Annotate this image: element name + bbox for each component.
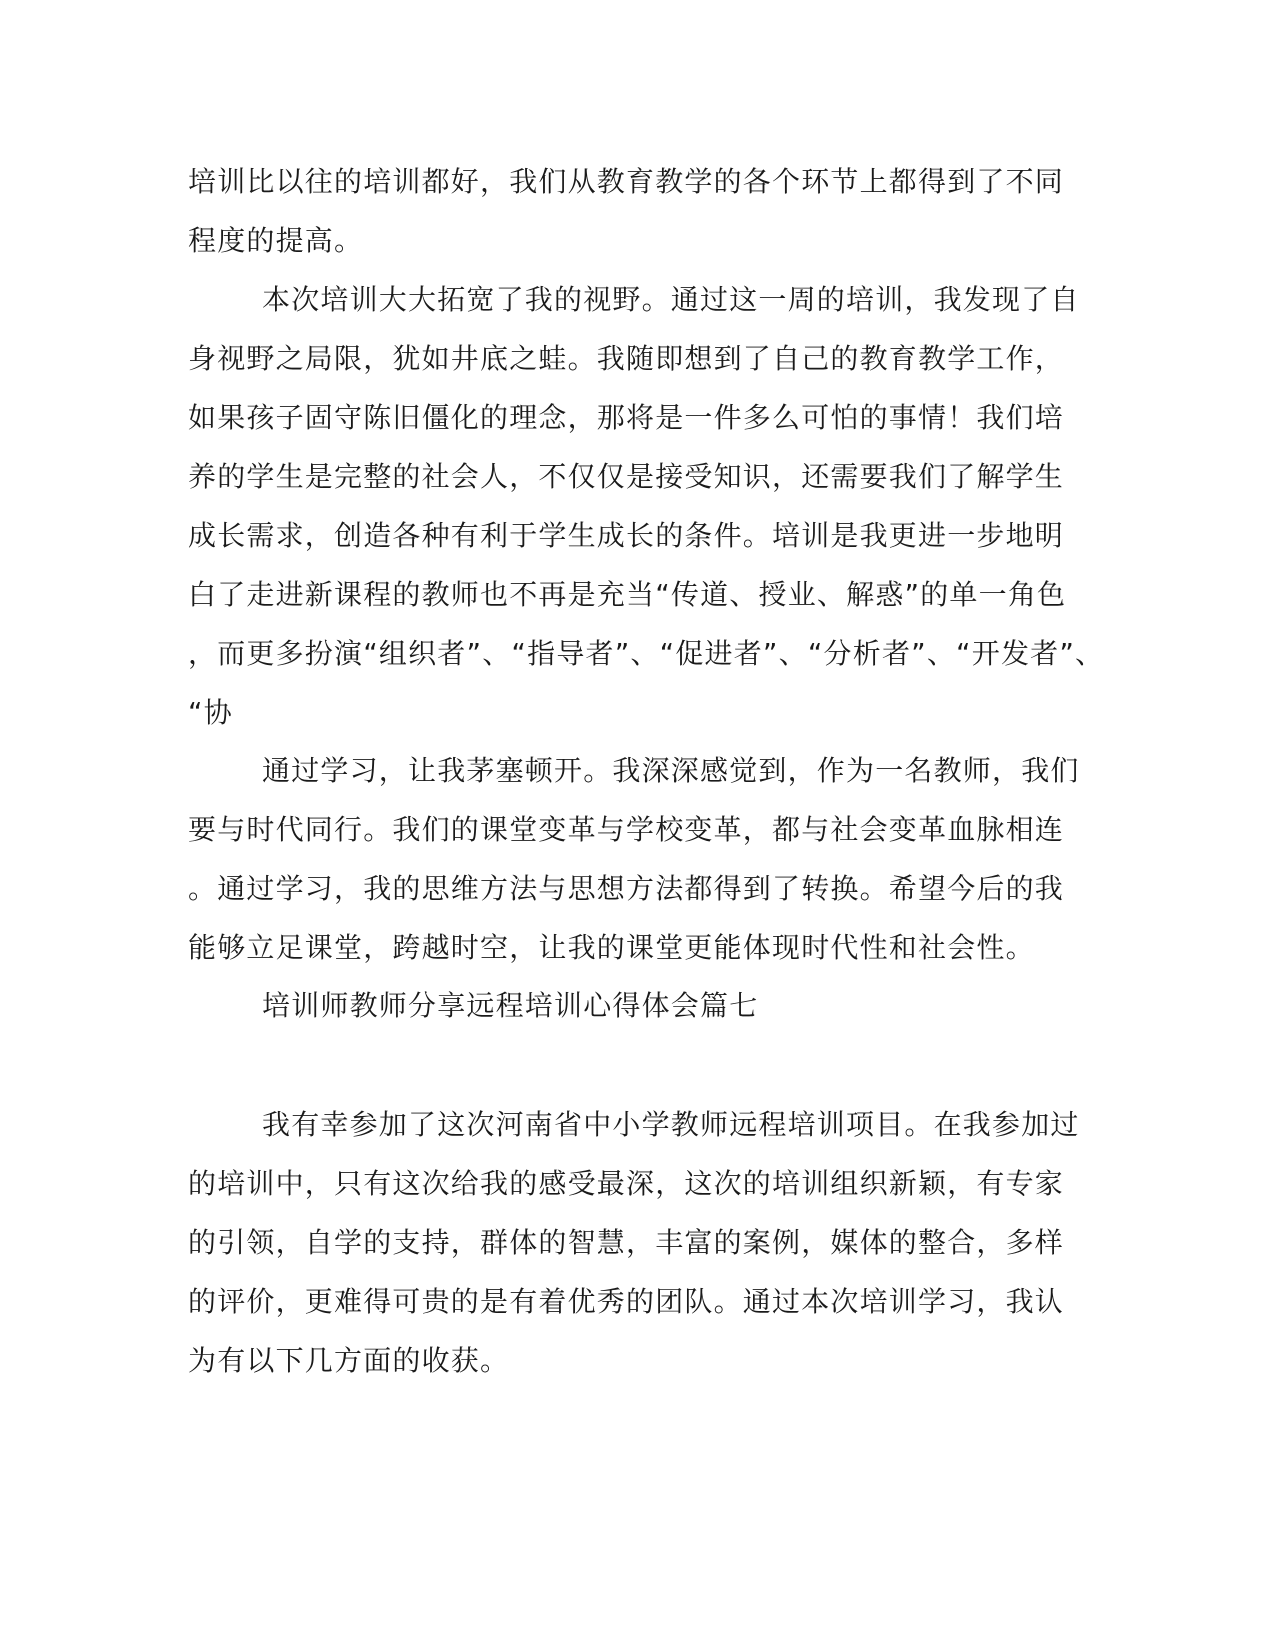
paragraph-1-line-2: 程度的提高。 [188, 224, 364, 257]
paragraph-2-line-3: 如果孩子固守陈旧僵化的理念，那将是一件多么可怕的事情！我们培 [188, 401, 1065, 434]
paragraph-5-line-1: 我有幸参加了这次河南省中小学教师远程培训项目。在我参加过 [262, 1108, 1080, 1141]
paragraph-5-line-5: 为有以下几方面的收获。 [188, 1344, 510, 1377]
paragraph-5-line-2: 的培训中，只有这次给我的感受最深，这次的培训组织新颖，有专家 [188, 1167, 1065, 1200]
section-heading: 培训师教师分享远程培训心得体会篇七 [262, 989, 759, 1022]
paragraph-2-line-5: 成长需求，创造各种有利于学生成长的条件。培训是我更进一步地明 [188, 519, 1065, 552]
paragraph-3-line-1: 通过学习，让我茅塞顿开。我深深感觉到，作为一名教师，我们 [262, 754, 1080, 787]
paragraph-2-line-1: 本次培训大大拓宽了我的视野。通过这一周的培训，我发现了自 [262, 283, 1080, 316]
paragraph-3-line-2: 要与时代同行。我们的课堂变革与学校变革，都与社会变革血脉相连 [188, 813, 1065, 846]
paragraph-3-line-4: 能够立足课堂，跨越时空，让我的课堂更能体现时代性和社会性。 [188, 931, 1035, 964]
paragraph-3-line-3: 。通过学习，我的思维方法与思想方法都得到了转换。希望今后的我 [188, 872, 1065, 905]
paragraph-2-line-6: 白了走进新课程的教师也不再是充当“传道、授业、解惑”的单一角色 [188, 578, 1067, 611]
paragraph-5-line-4: 的评价，更难得可贵的是有着优秀的团队。通过本次培训学习，我认 [188, 1285, 1065, 1318]
paragraph-5-line-3: 的引领，自学的支持，群体的智慧，丰富的案例，媒体的整合，多样 [188, 1226, 1065, 1259]
paragraph-2-line-2: 身视野之局限，犹如井底之蛙。我随即想到了自己的教育教学工作， [188, 342, 1065, 375]
paragraph-2-line-4: 养的学生是完整的社会人，不仅仅是接受知识，还需要我们了解学生 [188, 460, 1065, 493]
paragraph-2-line-8: “协 [188, 696, 233, 729]
paragraph-1-line-1: 培训比以往的培训都好，我们从教育教学的各个环节上都得到了不同 [188, 165, 1065, 198]
paragraph-2-line-7: ，而更多扮演“组织者”、“指导者”、“促进者”、“分析者”、“开发者”、 [188, 637, 1105, 670]
